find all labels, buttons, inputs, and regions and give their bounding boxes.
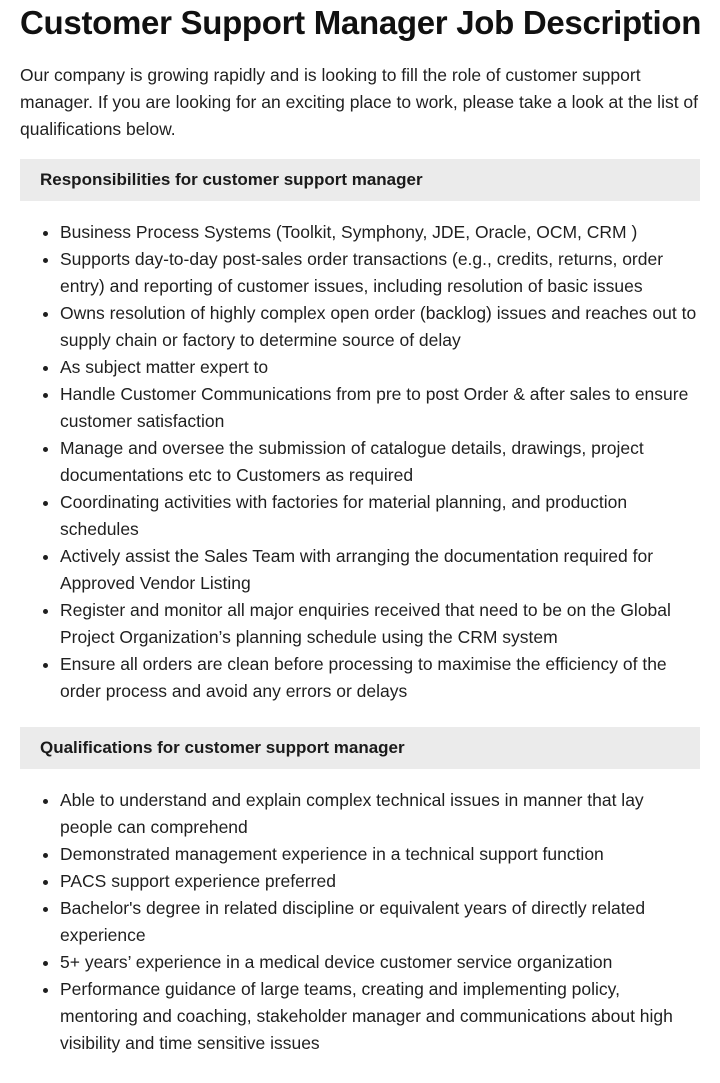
list-item: Handle Customer Communications from pre to post Order & after sales to ensure customer satisfaction [60, 381, 700, 435]
responsibilities-heading: Responsibilities for customer support manager [20, 159, 700, 201]
list-item: Demonstrated management experience in a technical support function [60, 841, 700, 868]
list-item: As subject matter expert to [60, 354, 700, 381]
list-item: Register and monitor all major enquiries received that need to be on the Global Project Organization’s planning schedule using the CRM system [60, 597, 700, 651]
list-item: Business Process Systems (Toolkit, Symphony, JDE, Oracle, OCM, CRM ) [60, 219, 700, 246]
list-item: Bachelor's degree in related discipline or equivalent years of directly related experience [60, 895, 700, 949]
list-item: Actively assist the Sales Team with arranging the documentation required for Approved Vendor Listing [60, 543, 700, 597]
responsibilities-list [20, 219, 700, 705]
list-item: Ensure all orders are clean before processing to maximise the efficiency of the order process and avoid any errors or delays [60, 651, 700, 705]
list-item: Manage and oversee the submission of catalogue details, drawings, project documentations etc to Customers as required [60, 435, 700, 489]
list-item: Able to understand and explain complex technical issues in manner that lay people can comprehend [60, 787, 700, 841]
list-item: Performance guidance of large teams, creating and implementing policy, mentoring and coaching, stakeholder manager and communications about high visibility and time sensitive issues [60, 976, 700, 1057]
list-item: Supports day-to-day post-sales order transactions (e.g., credits, returns, order entry) and reporting of customer issues, including resolution of basic issues [60, 246, 700, 300]
list-item: PACS support experience preferred [60, 868, 700, 895]
qualifications-list [20, 787, 700, 1057]
list-item: Owns resolution of highly complex open order (backlog) issues and reaches out to supply chain or factory to determine source of delay [60, 300, 700, 354]
qualifications-heading: Qualifications for customer support manager [20, 727, 700, 769]
intro-paragraph: Our company is growing rapidly and is looking to fill the role of customer support manager. If you are looking for an exciting place to work, please take a look at the list of qualifications below. [20, 65, 699, 139]
list-item: Coordinating activities with factories for material planning, and production schedules [60, 489, 700, 543]
page-title: Customer Support Manager Job Description [20, 4, 702, 41]
list-item: 5+ years’ experience in a medical device customer service organization [60, 949, 700, 976]
